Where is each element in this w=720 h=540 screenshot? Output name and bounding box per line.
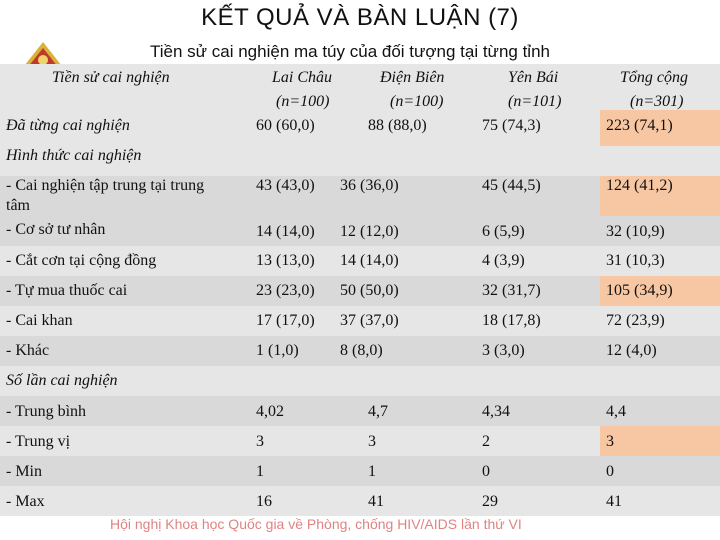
row-private-c2: 12 (12,0)	[340, 223, 399, 240]
row-self-c3: 32 (31,7)	[482, 282, 541, 299]
header-total: Tổng cộng	[620, 69, 688, 86]
results-table	[0, 64, 720, 530]
row-median-c3: 2	[482, 433, 490, 450]
row-private-c3: 6 (5,9)	[482, 223, 525, 240]
section-times-label: Số lần cai nghiện	[6, 372, 118, 389]
row-mean-c2: 4,7	[368, 403, 388, 420]
header-dienbien: Điện Biên	[380, 69, 445, 86]
row-other-c3: 3 (3,0)	[482, 342, 525, 359]
row-private-label: - Cơ sở tư nhân	[6, 221, 106, 238]
row-central-c4: 124 (41,2)	[606, 177, 673, 194]
row-other-c2: 8 (8,0)	[340, 342, 383, 359]
row-mean-label: - Trung bình	[6, 403, 87, 420]
row-dry-label: - Cai khan	[6, 312, 73, 329]
row-other-c4: 12 (4,0)	[606, 342, 657, 359]
row-other-c1: 1 (1,0)	[256, 342, 299, 359]
row-central-c1: 43 (43,0)	[256, 177, 315, 194]
row-dry-c1: 17 (17,0)	[256, 312, 315, 329]
row-median-c1: 3	[256, 433, 264, 450]
row-self-label: - Tự mua thuốc cai	[6, 282, 128, 299]
row-community-c3: 4 (3,9)	[482, 252, 525, 269]
header-yenbai: Yên Bái	[508, 69, 559, 86]
row-ever-label: Đã từng cai nghiện	[6, 117, 130, 134]
row-max-c4: 41	[606, 493, 622, 510]
row-min-c2: 1	[368, 463, 376, 480]
row-central-label: - Cai nghiện tập trung tại trung	[6, 177, 205, 194]
row-self-c1: 23 (23,0)	[256, 282, 315, 299]
row-private-c4: 32 (10,9)	[606, 223, 665, 240]
row-community-c2: 14 (14,0)	[340, 252, 399, 269]
row-median-c4: 3	[606, 433, 614, 450]
row-min-c4: 0	[606, 463, 614, 480]
row-mean-c3: 4,34	[482, 403, 510, 420]
row-community-c1: 13 (13,0)	[256, 252, 315, 269]
row-min-c3: 0	[482, 463, 490, 480]
header-laichau-n: (n=100)	[276, 93, 330, 110]
slide-subtitle: Tiền sử cai nghiện ma túy của đối tượng tại từng tỉnh	[150, 42, 550, 61]
row-max-label: - Max	[6, 493, 45, 510]
header-laichau: Lai Châu	[272, 69, 333, 86]
row-central-c2: 36 (36,0)	[340, 177, 399, 194]
section-form-label: Hình thức cai nghiện	[6, 147, 142, 164]
row-dry-c4: 72 (23,9)	[606, 312, 665, 329]
row-ever-c4: 223 (74,1)	[606, 117, 673, 134]
row-self-c4: 105 (34,9)	[606, 282, 673, 299]
row-dry-c3: 18 (17,8)	[482, 312, 541, 329]
row-mean-c4: 4,4	[606, 403, 626, 420]
row-min-c1: 1	[256, 463, 264, 480]
conference-footer: Hội nghị Khoa học Quốc gia về Phòng, chống HIV/AIDS lần thứ VI	[110, 516, 522, 532]
header-yenbai-n: (n=101)	[508, 93, 562, 110]
row-max-c2: 41	[368, 493, 384, 510]
slide-title: KẾT QUẢ VÀ BÀN LUẬN (7)	[201, 4, 519, 31]
row-max-c3: 29	[482, 493, 498, 510]
row-median-label: - Trung vị	[6, 433, 71, 450]
row-median-c2: 3	[368, 433, 376, 450]
row-private-c1: 14 (14,0)	[256, 223, 315, 240]
row-community-c4: 31 (10,3)	[606, 252, 665, 269]
header-dienbien-n: (n=100)	[390, 93, 444, 110]
row-max-c1: 16	[256, 493, 272, 510]
row-dry-c2: 37 (37,0)	[340, 312, 399, 329]
row-mean-c1: 4,02	[256, 403, 284, 420]
row-self-c2: 50 (50,0)	[340, 282, 399, 299]
highlight-median-total	[600, 426, 720, 456]
row-central-label-cont: tâm	[6, 197, 30, 214]
header-history: Tiền sử cai nghiện	[52, 69, 170, 86]
row-ever-c3: 75 (74,3)	[482, 117, 541, 134]
row-other-label: - Khác	[6, 342, 50, 359]
header-total-n: (n=301)	[630, 93, 684, 110]
row-ever-c2: 88 (88,0)	[368, 117, 427, 134]
row-ever-c1: 60 (60,0)	[256, 117, 315, 134]
row-central-c3: 45 (44,5)	[482, 177, 541, 194]
row-community-label: - Cắt cơn tại cộng đồng	[6, 252, 157, 269]
row-min-label: - Min	[6, 463, 42, 480]
